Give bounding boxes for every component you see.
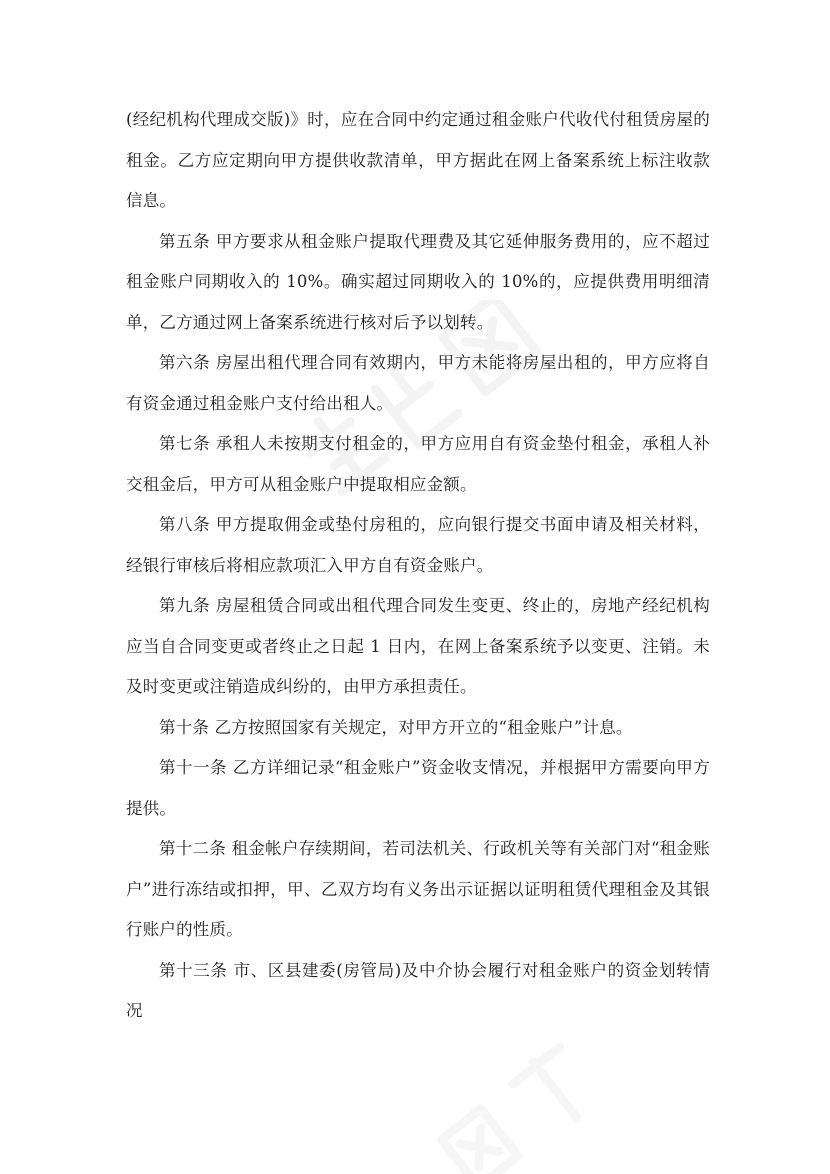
paragraph-article-7: 第七条 承租人未按期支付租金的，甲方应用自有资金垫付租金，承租人补交租金后，甲方可从租金账户中提取相应金额。 <box>126 434 710 494</box>
paragraph-article-5: 第五条 甲方要求从租金账户提取代理费及其它延伸服务费用的，应不超过租金账户同期收入的 10%。确实超过同期收入的 10%的，应提供费用明细清单，乙方通过网上备案系统进行核对后予以划转。 <box>126 231 710 332</box>
paragraph-article-12: 第十二条 租金帐户存续期间，若司法机关、行政机关等有关部门对“租金账户”进行冻结或扣押，甲、乙双方均有义务出示证据以证明租赁代理租金及其银行账户的性质。 <box>126 839 710 939</box>
document-body <box>126 100 710 1032</box>
paragraph-article-11: 第十一条 乙方详细记录“租金账户”资金收支情况，并根据甲方需要向甲方提供。 <box>126 758 710 818</box>
paragraph-article-13: 第十三条 市、区县建委(房管局)及中介协会履行对租金账户的资金划转情况 <box>126 960 710 1020</box>
paragraph-article-9: 第九条 房屋租赁合同或出租代理合同发生变更、终止的，房地产经纪机构应当自合同变更或者终止之日起 1 日内，在网上备案系统予以变更、注销。未及时变更或注销造成纠纷的，由甲方承担责任。 <box>126 596 710 696</box>
paragraph-article-8: 第八条 甲方提取佣金或垫付房租的，应向银行提交书面申请及相关材料，经银行审核后将相应款项汇入甲方自有资金账户。 <box>126 515 710 575</box>
paragraph-article-10: 第十条 乙方按照国家有关规定，对甲方开立的“租金账户”计息。 <box>159 717 633 737</box>
paragraph-continuation: (经纪机构代理成交版)》时，应在合同中约定通过租金账户代收代付租赁房屋的租金。乙方应定期向甲方提供收款清单，甲方据此在网上备案系统上标注收款信息。 <box>126 110 710 210</box>
paragraph-article-6: 第六条 房屋出租代理合同有效期内，甲方未能将房屋出租的，甲方应将自有资金通过租金账户支付给出租人。 <box>126 353 710 413</box>
watermark-logo-secondary <box>380 1040 660 1174</box>
